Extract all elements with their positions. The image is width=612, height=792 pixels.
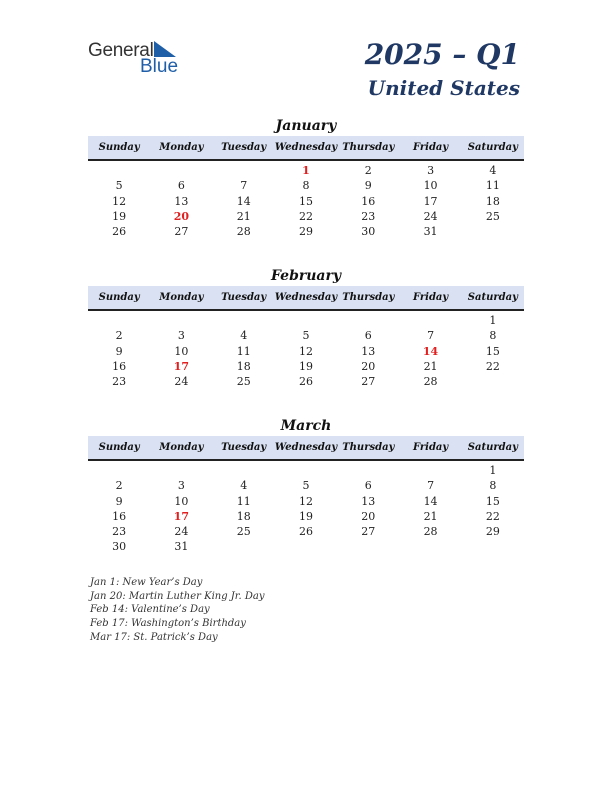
day-cell: 4 [240, 479, 248, 493]
day-cell: 27 [361, 525, 376, 539]
empty-cell [213, 463, 275, 478]
day-grid [88, 463, 524, 555]
day-cell: 15 [485, 344, 500, 358]
day-cell: 12 [298, 494, 313, 508]
day-cell: 15 [298, 194, 313, 208]
day-cell: 6 [364, 329, 372, 343]
day-cell: 14 [423, 494, 438, 508]
weekday-label: Friday [412, 292, 449, 303]
weekday-label: Wednesday [274, 292, 338, 303]
day-cell: 29 [485, 525, 500, 539]
day-cell: 20 [361, 509, 376, 523]
weekday-label: Monday [159, 142, 204, 153]
day-cell: 23 [112, 375, 127, 389]
weekday-header [88, 436, 524, 461]
day-cell: 18 [485, 194, 500, 208]
day-cell: 9 [115, 494, 123, 508]
day-cell: 11 [236, 494, 251, 508]
weekday-label: Tuesday [221, 142, 267, 153]
day-cell: 2 [115, 479, 123, 493]
empty-cell [399, 313, 461, 328]
empty-cell [213, 163, 275, 178]
day-cell: 16 [112, 359, 127, 373]
empty-cell [213, 313, 275, 328]
day-cell: 21 [236, 209, 251, 223]
logo-blue-text: Blue [140, 56, 179, 77]
month-title: March [280, 418, 332, 434]
day-cell: 3 [177, 479, 185, 493]
day-cell: 27 [174, 225, 189, 239]
day-cell: 1 [489, 464, 497, 477]
day-cell: 23 [361, 209, 376, 223]
weekday-label: Saturday [467, 442, 518, 453]
day-cell: 5 [302, 329, 310, 343]
day-cell: 24 [423, 209, 438, 223]
holiday-note: Feb 17: Washington’s Birthday [90, 618, 246, 630]
holiday-day-cell: 17 [173, 359, 190, 373]
day-cell: 25 [236, 525, 251, 539]
day-cell: 28 [423, 525, 438, 539]
weekday-label: Friday [412, 442, 449, 453]
day-grid [88, 163, 524, 239]
day-cell: 22 [485, 359, 500, 373]
empty-cell [399, 463, 461, 478]
holiday-day-cell: 20 [173, 209, 190, 223]
day-cell: 15 [485, 494, 500, 508]
holiday-note: Feb 14: Valentine’s Day [90, 604, 210, 616]
day-cell: 26 [298, 375, 313, 389]
weekday-header [88, 286, 524, 311]
day-cell: 5 [115, 179, 123, 193]
weekday-label: Wednesday [274, 442, 338, 453]
weekday-label: Saturday [467, 142, 518, 153]
page-title: 2025 – Q1 [364, 38, 520, 71]
weekday-label: Tuesday [221, 292, 267, 303]
weekday-label: Sunday [98, 442, 140, 453]
day-cell: 25 [236, 375, 251, 389]
day-cell: 1 [489, 314, 497, 327]
day-cell: 18 [236, 509, 251, 523]
weekday-header [88, 136, 524, 161]
weekday-label: Saturday [467, 292, 518, 303]
day-cell: 25 [485, 209, 500, 223]
day-cell: 8 [489, 329, 497, 343]
day-cell: 5 [302, 479, 310, 493]
day-cell: 9 [364, 179, 372, 193]
day-cell: 13 [361, 344, 376, 358]
day-cell: 7 [240, 179, 248, 193]
day-cell: 26 [298, 525, 313, 539]
weekday-label: Friday [412, 142, 449, 153]
day-cell: 22 [485, 509, 500, 523]
empty-cell [150, 463, 212, 478]
empty-cell [88, 313, 150, 328]
day-cell: 30 [112, 540, 127, 554]
day-cell: 4 [240, 329, 248, 343]
page-subtitle: United States [367, 76, 520, 100]
empty-cell [150, 313, 212, 328]
day-cell: 26 [112, 225, 127, 239]
day-cell: 10 [423, 179, 438, 193]
weekday-label: Monday [159, 442, 204, 453]
day-cell: 3 [427, 164, 435, 177]
holiday-day-cell: 14 [422, 344, 439, 358]
day-cell: 20 [361, 359, 376, 373]
day-cell: 12 [112, 194, 127, 208]
holiday-note: Jan 1: New Year’s Day [90, 577, 203, 588]
day-cell: 27 [361, 375, 376, 389]
weekday-label: Thursday [342, 142, 395, 153]
day-cell: 7 [427, 329, 435, 343]
weekday-label: Sunday [98, 292, 140, 303]
day-cell: 22 [298, 209, 313, 223]
day-cell: 16 [112, 509, 127, 523]
day-cell: 23 [112, 525, 127, 539]
day-cell: 28 [236, 225, 251, 239]
month-title: January [275, 118, 337, 134]
day-cell: 31 [174, 540, 189, 554]
weekday-label: Monday [159, 292, 204, 303]
day-cell: 24 [174, 525, 189, 539]
holiday-notes [90, 576, 264, 645]
day-cell: 24 [174, 375, 189, 389]
day-cell: 8 [489, 479, 497, 493]
empty-cell [337, 463, 399, 478]
day-cell: 19 [298, 359, 313, 373]
empty-cell [150, 163, 212, 178]
day-cell: 2 [115, 329, 123, 343]
weekday-label: Thursday [342, 292, 395, 303]
weekday-label: Tuesday [221, 442, 267, 453]
day-cell: 9 [115, 344, 123, 358]
month-january [88, 116, 524, 239]
day-cell: 29 [298, 225, 313, 239]
day-cell: 16 [361, 194, 376, 208]
empty-cell [275, 463, 337, 478]
day-cell: 8 [302, 179, 310, 193]
day-cell: 4 [489, 164, 497, 177]
day-cell: 7 [427, 479, 435, 493]
day-cell: 6 [177, 179, 185, 193]
day-cell: 6 [364, 479, 372, 493]
month-march [88, 416, 524, 555]
holiday-note: Jan 20: Martin Luther King Jr. Day [90, 590, 265, 602]
empty-cell [88, 463, 150, 478]
day-cell: 30 [361, 225, 376, 239]
holiday-day-cell: 17 [173, 509, 190, 523]
weekday-label: Wednesday [274, 142, 338, 153]
day-cell: 19 [298, 509, 313, 523]
generalblue-logo [88, 40, 188, 76]
day-cell: 10 [174, 494, 189, 508]
day-cell: 28 [423, 375, 438, 389]
logo-general-text: General [88, 40, 154, 61]
empty-cell [275, 313, 337, 328]
holiday-day-cell: 1 [302, 164, 310, 177]
day-cell: 18 [236, 359, 251, 373]
day-cell: 11 [236, 344, 251, 358]
day-cell: 17 [423, 194, 438, 208]
day-cell: 13 [174, 194, 189, 208]
day-cell: 14 [236, 194, 251, 208]
weekday-label: Sunday [98, 142, 140, 153]
holiday-note: Mar 17: St. Patrick’s Day [90, 631, 218, 643]
weekday-label: Thursday [342, 442, 395, 453]
day-cell: 21 [423, 509, 438, 523]
day-cell: 10 [174, 344, 189, 358]
day-cell: 31 [423, 225, 438, 239]
day-cell: 2 [364, 164, 372, 177]
day-cell: 19 [112, 209, 127, 223]
empty-cell [88, 163, 150, 178]
day-cell: 13 [361, 494, 376, 508]
day-cell: 11 [485, 179, 500, 193]
day-cell: 21 [423, 359, 438, 373]
day-cell: 3 [177, 329, 185, 343]
month-february [88, 266, 524, 389]
empty-cell [337, 313, 399, 328]
logo-flag-icon [154, 41, 176, 57]
month-title: February [270, 268, 341, 284]
day-grid [88, 313, 524, 389]
day-cell: 12 [298, 344, 313, 358]
